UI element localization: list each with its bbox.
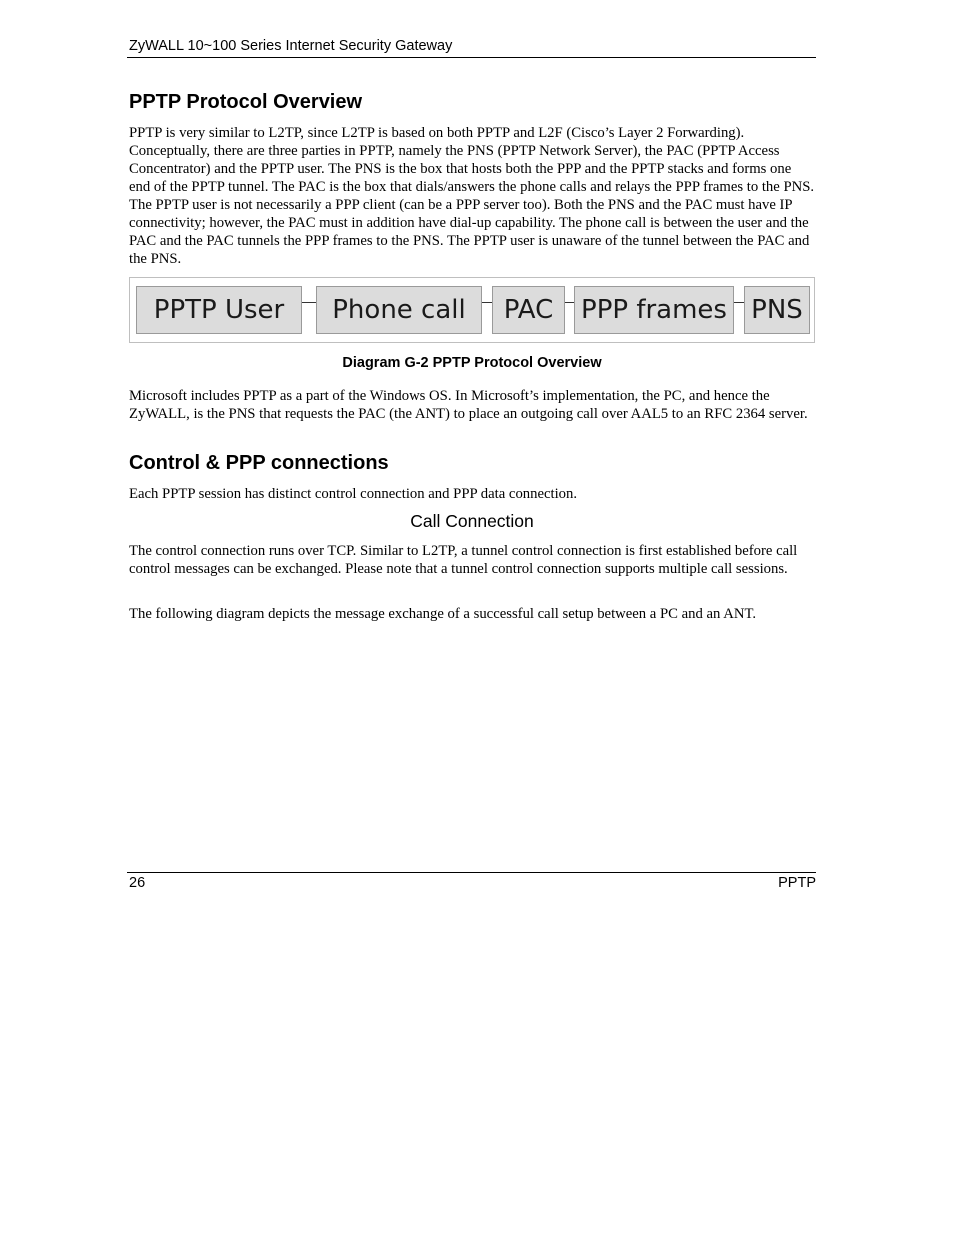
diagram-connector: [734, 302, 744, 303]
diagram-box-ppp-frames: PPP frames: [574, 286, 734, 334]
diagram-box-pac: PAC: [492, 286, 565, 334]
diagram-box-phone-call: Phone call: [316, 286, 482, 334]
diagram-connector: [302, 302, 316, 303]
diagram-caption: Diagram G-2 PPTP Protocol Overview: [342, 355, 602, 371]
pptp-overview-diagram: [129, 277, 815, 343]
footer-section-name: PPTP: [778, 875, 816, 891]
diagram-connector: [482, 302, 492, 303]
diagram-connector: [565, 302, 574, 303]
header-rule: [127, 57, 816, 58]
subheading-call-connection: Call Connection: [410, 511, 534, 531]
page-number: 26: [129, 875, 146, 891]
section-heading-control-ppp: Control & PPP connections: [129, 452, 389, 474]
running-header: ZyWALL 10~100 Series Internet Security Gateway: [129, 38, 453, 54]
session-paragraph: Each PPTP session has distinct control connection and PPP data connection.: [129, 486, 578, 502]
section-heading-pptp-overview: PPTP Protocol Overview: [129, 91, 363, 113]
diagram-box-pns: PNS: [744, 286, 810, 334]
microsoft-paragraph: Microsoft includes PPTP as a part of the Windows OS. In Microsoft’s implementation, the PC, and hence the ZyWALL, is the PNS that requests the PAC (the ANT) to place an outgoing call over AAL5 to an RFC 2364 server.: [129, 388, 808, 422]
control-connection-paragraph: The control connection runs over TCP. Similar to L2TP, a tunnel control connection is first established before call control messages can be exchanged. Please note that a tunnel control connection supports multiple call sessions.: [129, 543, 798, 577]
following-diagram-paragraph: The following diagram depicts the message exchange of a successful call setup between a PC and an ANT.: [129, 606, 757, 622]
intro-paragraph: PPTP is very similar to L2TP, since L2TP is based on both PPTP and L2F (Cisco’s Layer 2 Forwarding). Conceptually, there are three parties in PPTP, namely the PNS (PPTP Network Server), the PAC (PPTP Access Concentrator) and the PPTP user. The PNS is the box that hosts both the PPP and the PPTP stacks and forms one end of the PPTP tunnel. The PAC is the box that dials/answers the phone calls and relays the PPP frames to the PNS. The PPTP user is not necessarily a PPP client (can be a PPP server too). Both the PNS and the PAC must have IP connectivity; however, the PAC must in addition have dial-up capability. The phone call is between the user and the PAC and the PAC tunnels the PPP frames to the PNS. The PPTP user is unaware of the tunnel between the PAC and the PNS.: [129, 125, 815, 267]
footer-rule: [127, 872, 816, 873]
diagram-box-pptp-user: PPTP User: [136, 286, 302, 334]
